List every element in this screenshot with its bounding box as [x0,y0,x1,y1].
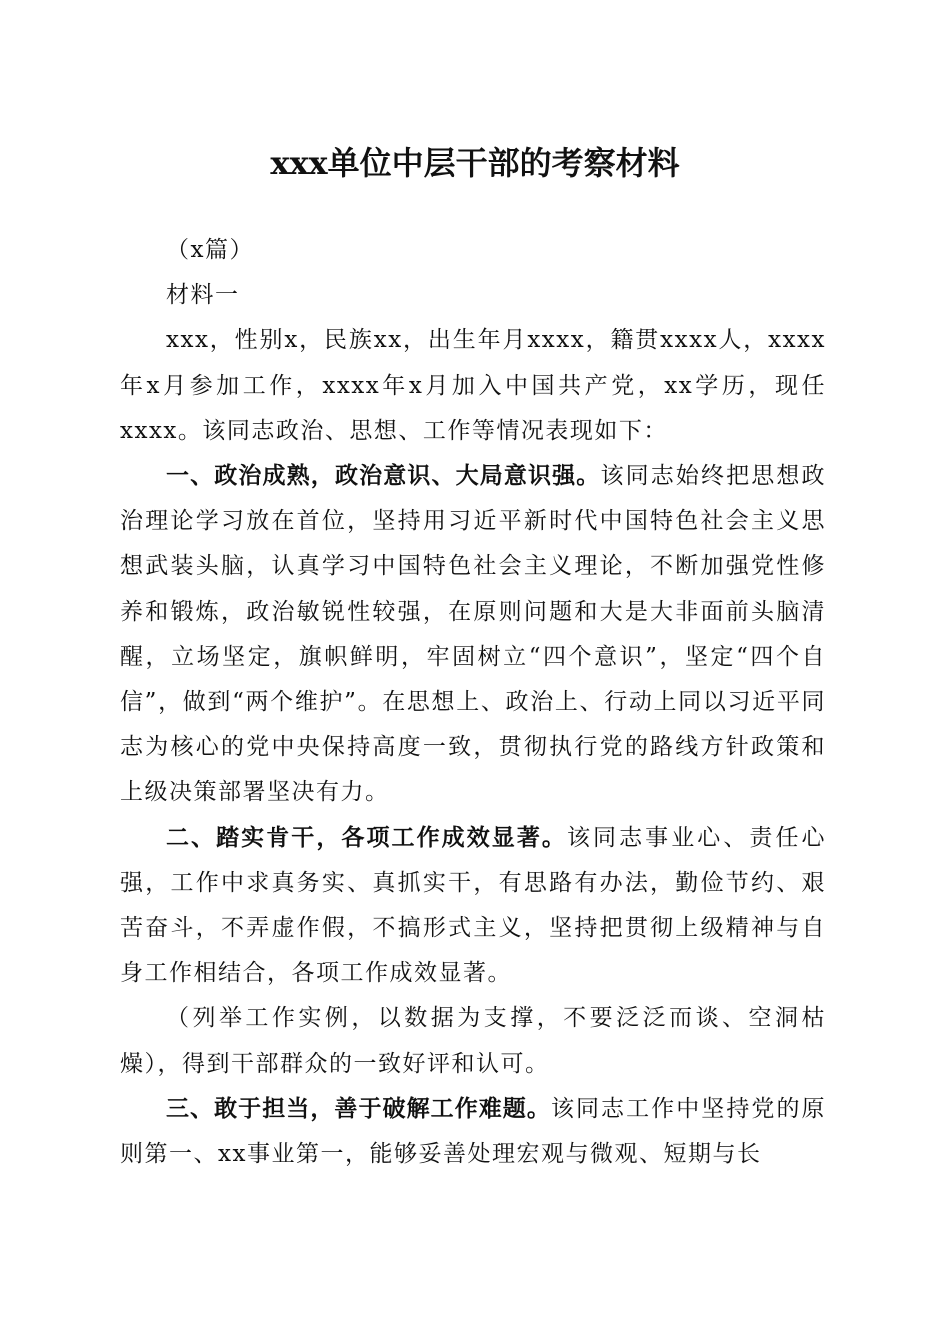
paragraph-2 [120,816,826,997]
paragraph-2-body: 该同志事业心、责任心强，工作中求真务实、真抓实干，有思路有办法，勤俭节约、艰苦奋斗，不弄虚作假，不搞形式主义，坚持把贯彻上级精神与自身工作相结合，各项工作成效显著。 [120,824,827,987]
document-body [120,228,826,1177]
paragraph-1-heading: 一、政治成熟，政治意识、大局意识强。 [166,463,601,490]
intro-paragraph: xxx，性别x，民族xx，出生年月xxxx，籍贯xxxx人，xxxx年x月参加工作，xxxx年x月加入中国共产党，xx学历，现任xxxx。该同志政治、思想、工作等情况表现如下： [120,327,826,444]
paragraph-1-body: 该同志始终把思想政治理论学习放在首位，坚持用习近平新时代中国特色社会主义思想武装头脑，认真学习中国特色社会主义理论，不断加强党性修养和锻炼，政治敏锐性较强，在原则问题和大是大非面前头脑清醒，立场坚定，旗帜鲜明，牢固树立“四个意识”，坚定“四个自信”，做到“两个维护”。在思想上、政治上、行动上同以习近平同志为核心的党中央保持高度一致，贯彻执行党的路线方针政策和上级决策部署坚决有力。 [120,463,827,806]
paragraph-1 [120,454,826,816]
paragraph-2-note: （列举工作实例，以数据为支撑，不要泛泛而谈、空洞枯燥），得到干部群众的一致好评和认可。 [120,1005,826,1077]
paragraph-3 [120,1087,826,1177]
paragraph-3-heading: 三、敢于担当，善于破解工作难题。 [166,1095,551,1122]
subtitle: （x篇） [166,237,254,263]
paragraph-3-body: 该同志工作中坚持党的原则第一、xx事业第一，能够妥善处理宏观与微观、短期与长 [120,1095,827,1168]
document-title: xxx单位中层干部的考察材料 [270,144,680,182]
section-label: 材料一 [166,282,240,309]
paragraph-2-heading: 二、踏实肯干，各项工作成效显著。 [166,824,567,851]
